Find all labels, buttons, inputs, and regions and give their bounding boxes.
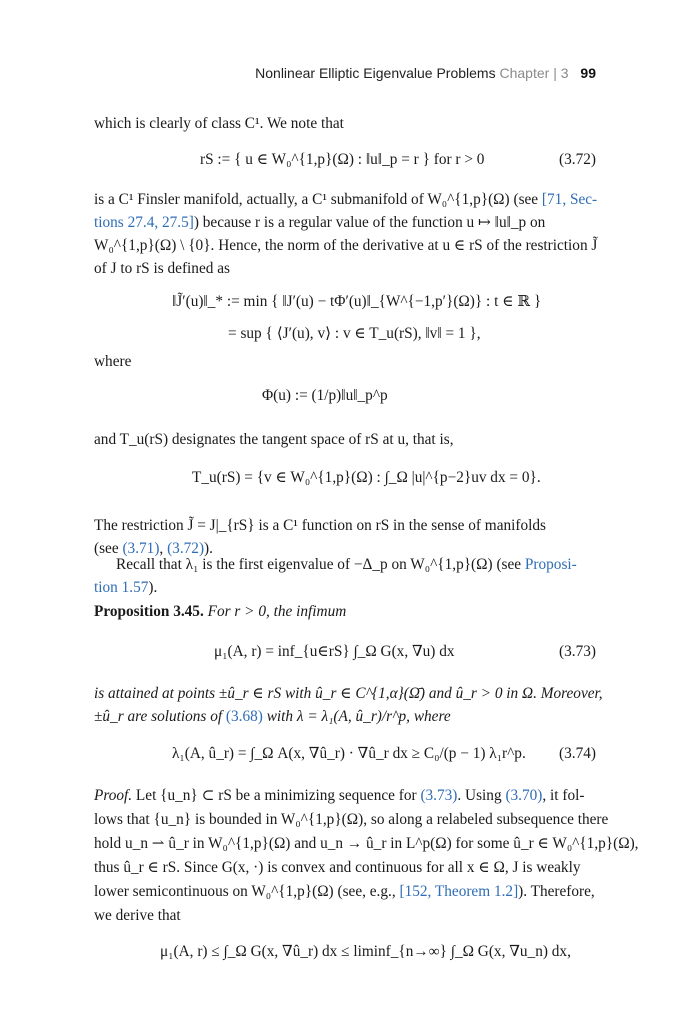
page-number: 99 [580,65,596,81]
proposition-ref-cont[interactable]: tion 1.57 [94,579,149,596]
phi-definition: Φ(u) := (1/p)‖u‖_p^p [262,387,388,404]
citation-152[interactable]: [152, Theorem 1.2] [399,883,519,900]
equation-ref-3-71[interactable]: (3.71) [122,540,160,557]
proposition-3-45 [94,600,596,623]
recall-line-1 [116,553,577,576]
attained-line-1: is attained at points ±û_r ∈ rS with û_r ∈ C^{1,α}(Ω̄) and û_r > 0 in Ω. Moreover, [94,685,603,702]
restriction-sep: , [159,540,168,557]
equation-number-3-72: (3.72) [559,151,596,168]
norm-definition-line-1: ‖J̃′(u)‖_* := min { ‖J′(u) − tΦ′(u)‖_{W^{−1,p′}(Ω)} : t ∈ ℝ } [172,293,542,310]
proof-label: Proof. [94,787,133,804]
proof-line-3: hold u_n ⇀ û_r in W₀^{1,p}(Ω) and u_n → û_r in L^p(Ω) for some û_r ∈ W₀^{1,p}(Ω), [94,835,639,852]
running-header [96,62,596,85]
equation-ref-3-68[interactable]: (3.68) [225,708,263,725]
proof-text-5b: ). Therefore, [518,883,595,900]
finsler-line-3: W₀^{1,p}(Ω) \ {0}. Hence, the norm of the derivative at u ∈ rS of the restriction J̃ [94,237,598,254]
citation-71[interactable]: [71, Sec- [541,191,598,208]
attained-text-a: ±û_r are solutions of [94,708,226,725]
restriction-text: (see [94,540,123,557]
restriction-end: ). [204,540,213,557]
proof-line-5 [94,880,596,903]
norm-definition-line-2: = sup { ⟨J′(u), v⟩ : v ∈ T_u(rS), ‖v‖ = 1 }, [228,325,481,342]
equation-ref-3-73[interactable]: (3.73) [420,787,458,804]
proposition-label: Proposition 3.45. [94,603,204,620]
equation-number-3-73: (3.73) [559,643,596,660]
equation-3-72-body: rS := { u ∈ W₀^{1,p}(Ω) : ‖u‖_p = r } for r > 0 [200,151,485,168]
equation-ref-3-72[interactable]: (3.72) [167,540,205,557]
proof-line-4: thus û_r ∈ rS. Since G(x, ·) is convex and continuous for all x ∈ Ω, J is weakly [94,859,581,876]
attained-text-b: with λ = λ₁(A, û_r)/r^p, where [262,708,451,725]
finsler-line-4: of J to rS is defined as [94,260,230,277]
chapter-label: Chapter [499,65,550,81]
attained-line-2 [94,705,596,728]
proof-line-6: we derive that [94,907,181,924]
citation-71-cont[interactable]: tions 27.4, 27.5] [94,214,194,231]
finsler-text-2: ) because r is a regular value of the function u ↦ ‖u‖_p on [193,214,546,231]
proposition-text: For r > 0, the infimum [207,603,347,620]
finsler-text-1: is a C¹ Finsler manifold, actually, a C¹ submanifold of W₀^{1,p}(Ω) (see [94,191,542,208]
proof-text-1b: . Using [457,787,506,804]
proof-line-2: lows that {u_n} is bounded in W₀^{1,p}(Ω), so along a relabeled subsequence there [94,811,609,828]
proof-line-1 [94,784,596,807]
chapter-number: 3 [560,65,569,81]
proof-text-1a: Let {u_n} ⊂ rS be a minimizing sequence for [132,787,421,804]
finsler-line-2 [94,211,596,234]
tangent-intro: and T_u(rS) designates the tangent space of rS at u, that is, [94,431,454,448]
equation-3-73: μ₁(A, r) = inf_{u∈rS} ∫_Ω G(x, ∇u) dx [214,643,455,660]
book-title: Nonlinear Elliptic Eigenvalue Problems [255,65,496,81]
header-separator: | [553,65,557,81]
recall-text: Recall that λ₁ is the first eigenvalue of −Δ_p on W₀^{1,p}(Ω) (see [116,556,525,573]
proof-text-5a: lower semicontinuous on W₀^{1,p}(Ω) (see, e.g., [94,883,400,900]
equation-3-74: λ₁(A, û_r) = ∫_Ω A(x, ∇û_r) · ∇û_r dx ≥ C₀/(p − 1) λ₁r^p. [172,745,526,762]
recall-line-2 [94,576,596,599]
proof-text-1c: , it fol- [542,787,585,804]
equation-number-3-74: (3.74) [559,745,596,762]
where-word: where [94,353,132,370]
recall-end: ). [148,579,158,596]
tangent-space-equation: T_u(rS) = {v ∈ W₀^{1,p}(Ω) : ∫_Ω |u|^{p−2}uv dx = 0}. [192,469,541,486]
proposition-ref[interactable]: Proposi- [524,556,577,573]
equation-3-72 [200,148,484,171]
finsler-line-1 [94,188,596,211]
equation-ref-3-70[interactable]: (3.70) [505,787,543,804]
intro-line: which is clearly of class C¹. We note that [94,115,344,132]
restriction-line-1: The restriction J̃ = J|_{rS} is a C¹ function on rS in the sense of manifolds [94,517,546,534]
final-inequality: μ₁(A, r) ≤ ∫_Ω G(x, ∇û_r) dx ≤ liminf_{n→∞} ∫_Ω G(x, ∇u_n) dx, [160,943,571,960]
